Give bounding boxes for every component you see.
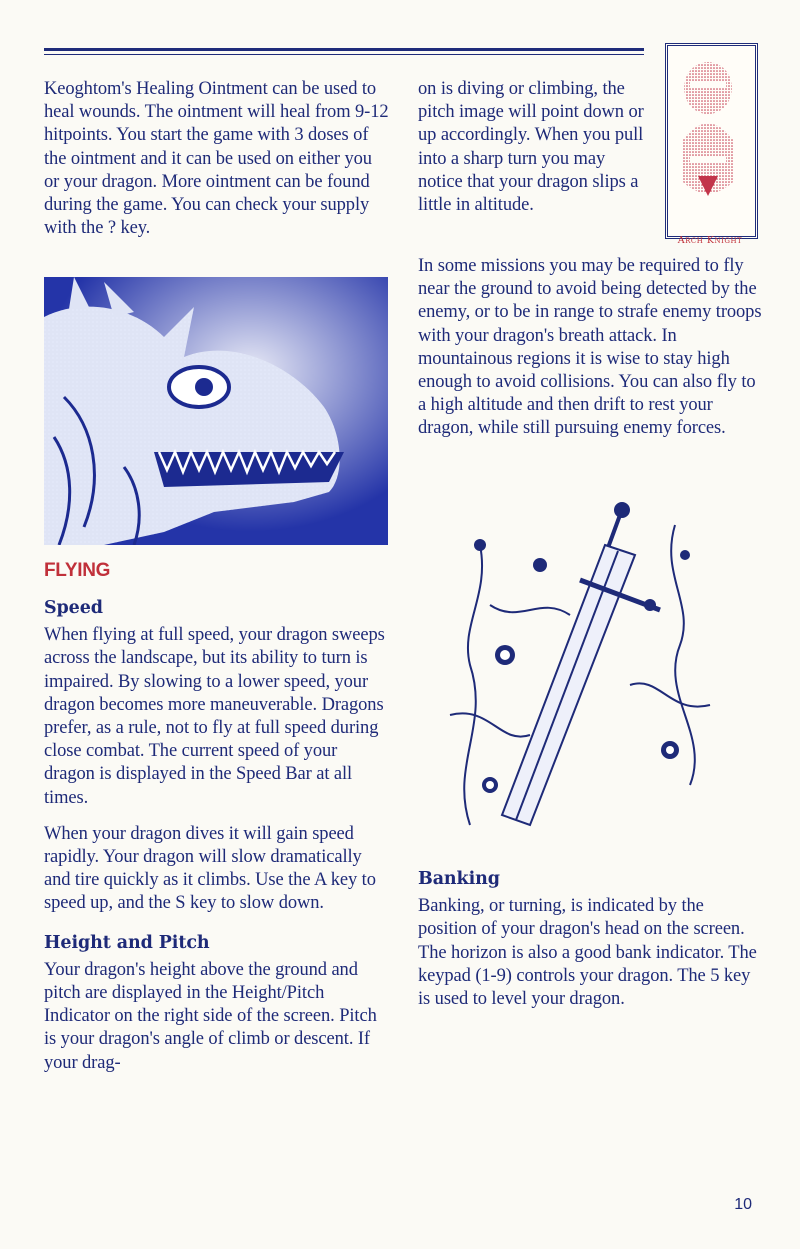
speed-subheading: Speed (44, 598, 103, 618)
missions-paragraph: In some missions you may be required to fly near the ground to avoid being detected by the enemy, or to be in range to strafe enemy troops with your dragon's breath attack. In mountainous regions it is wise to stay high enough to avoid collisions. You can also fly to a high altitude and then drift to rest your dragon, while still pursuing enemy forces. (418, 256, 762, 439)
portrait-caption: Arch Knight (677, 235, 743, 246)
speed-section (44, 597, 389, 1075)
speed-paragraph-1: When flying at full speed, your dragon sweeps across the landscape, but its ability to turn is impaired. By slowing to a lower speed, your dragon becomes more maneuverable. Dragons prefer, as a rule, not to fly at full speed during close combat. The current speed of your dragon is displayed in the Speed Bar at all times. (44, 625, 385, 808)
arch-knight-portrait (665, 43, 758, 239)
dragon-illustration (44, 277, 388, 545)
banking-paragraph: Banking, or turning, is indicated by the position of your dragon's head on the screen. The horizon is also a good bank indicator. The keypad (1-9) controls your dragon. The 5 key is used to level your dragon. (418, 896, 757, 1010)
flying-heading: FLYING (44, 560, 111, 581)
banking-subheading: Banking (418, 869, 500, 889)
intro-column (44, 78, 389, 240)
ointment-paragraph: Keoghtom's Healing Ointment can be used to heal wounds. The ointment will heal from 9-12 hitpoints. You start the game with 3 doses of the ointment and it can be used on either you or your dragon. More ointment can be found during the game. You can check your supply with the ? key. (44, 79, 389, 239)
height-pitch-paragraph: Your dragon's height above the ground and pitch are displayed in the Height/Pitch Indicator on the right side of the screen. Pitch is your dragon's angle of climb or descent. If your drag- (44, 959, 377, 1073)
missions-column (418, 255, 763, 441)
pitch-continued-paragraph: on is diving or climbing, the pitch image will point down or up accordingly. When you pull into a sharp turn you may notice that your dragon slips a little in altitude. (418, 79, 644, 216)
page-number: 10 (734, 1196, 752, 1213)
banking-section (418, 868, 763, 1011)
height-pitch-subheading: Height and Pitch (44, 932, 210, 953)
top-rule (44, 48, 644, 55)
pitch-continued-column (418, 78, 648, 217)
sword-rose-illustration (430, 485, 730, 855)
speed-paragraph-2: When your dragon dives it will gain speed rapidly. Your dragon will slow dramatically and tire quickly as it climbs. Use the A key to speed up, and the S key to slow down. (44, 823, 376, 914)
